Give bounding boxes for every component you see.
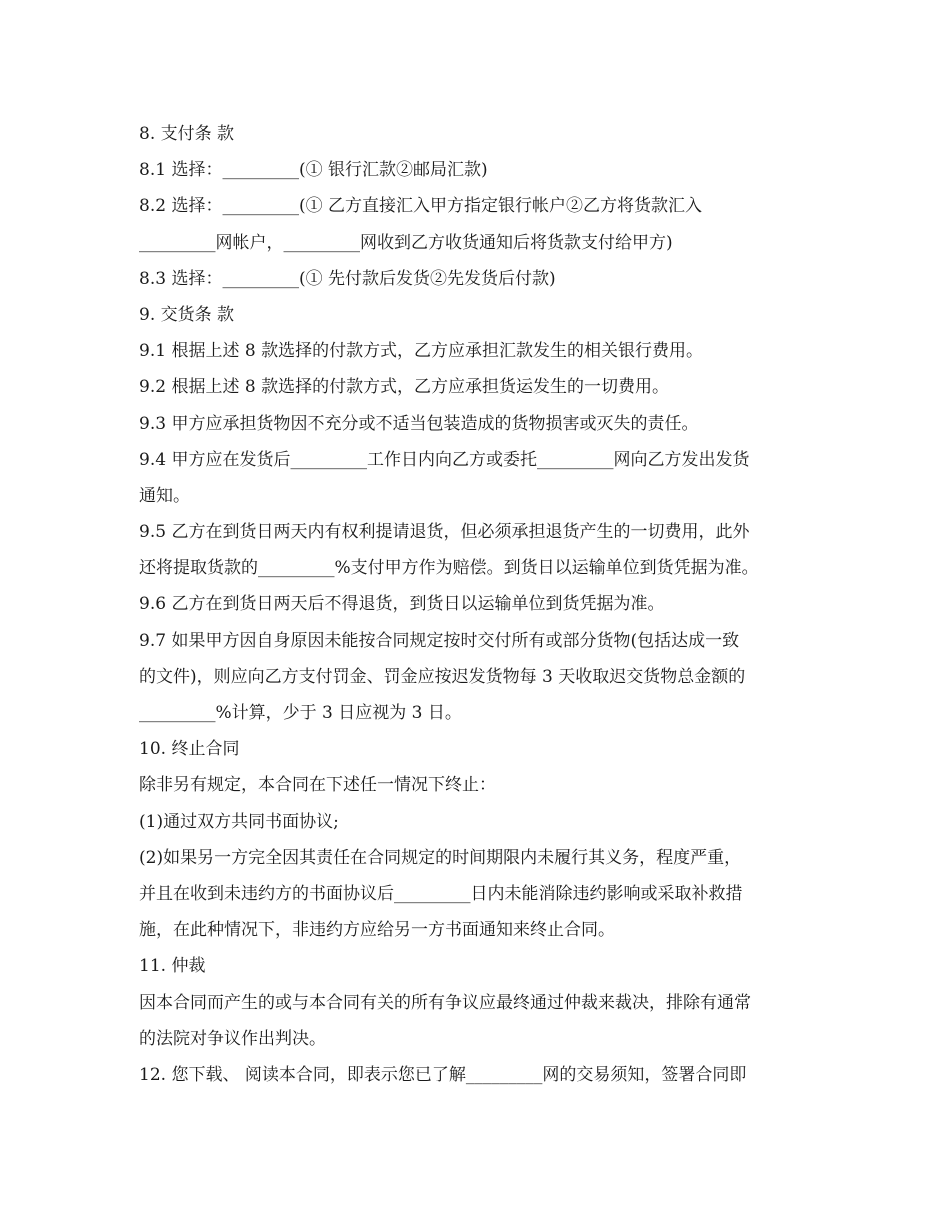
clause-9-3: 9.3 甲方应承担货物因不充分或不适当包装造成的货物损害或灭失的责任。	[139, 413, 699, 434]
section-heading-termination: 10. 终止合同	[139, 739, 240, 760]
arbitration-text: 因本合同而产生的或与本合同有关的所有争议应最终通过仲裁来裁决，排除有通常	[139, 992, 751, 1013]
termination-intro: 除非另有规定，本合同在下述任一情况下终止：	[139, 775, 496, 796]
termination-item-2-continued-1: 并且在收到未违约方的书面协议后_________日内未能消除违约影响或采取补救措	[139, 883, 743, 904]
clause-9-6: 9.6 乙方在到货日两天后不得退货，到货日以运输单位到货凭据为准。	[139, 594, 665, 615]
clause-9-7-continued-2: _________%计算，少于 3 日应视为 3 日。	[139, 703, 462, 723]
clause-8-1: 8.1 选择：_________(① 银行汇款②邮局汇款)	[139, 160, 488, 181]
clause-12: 12. 您下载、 阅读本合同，即表示您已了解_________网的交易须知，签署合同即	[139, 1064, 747, 1085]
clause-9-4-continued: 通知。	[139, 485, 190, 506]
termination-item-2: (2)如果另一方完全因其责任在合同规定的时间期限内未履行其义务，程度严重，	[139, 847, 742, 868]
section-heading-delivery: 9. 交货条 款	[139, 304, 235, 325]
termination-item-1: (1)通过双方共同书面协议;	[139, 811, 339, 832]
clause-9-7-continued-1: 的文件)，则应向乙方支付罚金、罚金应按迟发货物每 3 天收取迟交货物总金额的	[139, 666, 746, 687]
clause-9-5: 9.5 乙方在到货日两天内有权利提请退货，但必须承担退货产生的一切费用，此外	[139, 522, 750, 543]
termination-item-2-continued-2: 施，在此种情况下，非违约方应给另一方书面通知来终止合同。	[139, 920, 615, 941]
clause-9-7: 9.7 如果甲方因自身原因未能按合同规定按时交付所有或部分货物(包括达成一致	[139, 630, 740, 651]
clause-9-2: 9.2 根据上述 8 款选择的付款方式，乙方应承担货运发生的一切费用。	[139, 377, 670, 398]
clause-8-3: 8.3 选择：_________(① 先付款后发货②先发货后付款)	[139, 268, 556, 289]
clause-9-4: 9.4 甲方应在发货后_________工作日内向乙方或委托_________网向乙方发出发货	[139, 449, 750, 470]
clause-8-2-continued: _________网帐户，_________网收到乙方收货通知后将货款支付给甲方)	[139, 232, 673, 253]
clause-9-1: 9.1 根据上述 8 款选择的付款方式，乙方应承担汇款发生的相关银行费用。	[139, 341, 704, 362]
document-body	[139, 116, 819, 1093]
clause-8-2: 8.2 选择：_________(① 乙方直接汇入甲方指定银行帐户②乙方将货款汇入	[139, 196, 702, 217]
section-heading-payment: 8. 支付条 款	[139, 124, 235, 144]
section-heading-arbitration: 11. 仲裁	[139, 956, 206, 977]
arbitration-text-continued: 的法院对争议作出判决。	[139, 1028, 326, 1049]
clause-9-5-continued: 还将提取货款的_________%支付甲方作为赔偿。到货日以运输单位到货凭据为准。	[139, 558, 759, 579]
